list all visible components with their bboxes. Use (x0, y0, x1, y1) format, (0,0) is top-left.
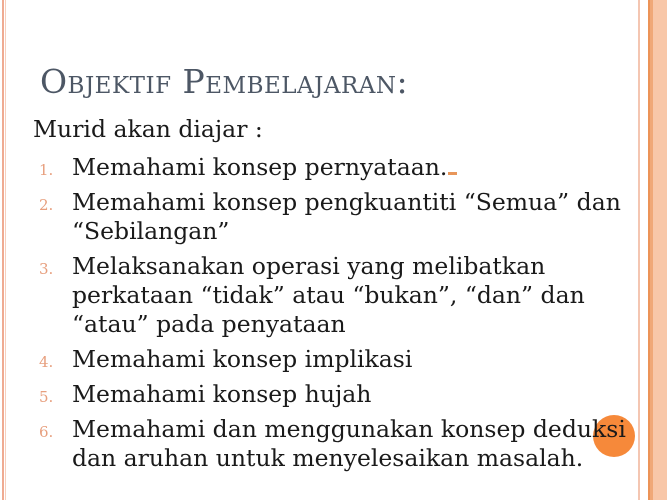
list-item-text (72, 252, 618, 339)
hyperlink-underscore[interactable] (448, 172, 457, 175)
list-number: 4. (39, 353, 54, 371)
list-item-text (72, 345, 618, 374)
list-item (33, 415, 626, 473)
list-item (33, 153, 618, 182)
list-number: 3. (39, 260, 54, 278)
list-item (33, 188, 621, 246)
text-line: Memahami konsep pengkuantiti “Semua” dan (72, 188, 621, 216)
list-number: 1. (39, 161, 54, 179)
text-line (72, 153, 618, 182)
list-item-text (72, 188, 621, 246)
left-edge-rule-outer (2, 0, 4, 500)
left-edge-rule-inner (5, 0, 6, 500)
text-line: “atau” pada penyataan (72, 310, 346, 338)
text-line: perkataan “tidak” atau “bukan”, “dan” dan (72, 281, 585, 309)
list-item-text (72, 380, 618, 409)
list-item (33, 380, 618, 409)
right-edge-band (648, 0, 667, 500)
list-number: 6. (39, 423, 54, 441)
list-item-text (72, 415, 626, 473)
list-number: 5. (39, 388, 54, 406)
slide-body (33, 114, 626, 479)
text-line-content: Memahami konsep pernyataan. (72, 153, 448, 181)
text-line: Memahami dan menggunakan konsep deduksi (72, 415, 626, 443)
text-line: Memahami konsep implikasi (72, 345, 413, 373)
list-item (33, 345, 618, 374)
text-line: Memahami konsep hujah (72, 380, 372, 408)
list-number: 2. (39, 196, 54, 214)
text-line: dan aruhan untuk menyelesaikan masalah. (72, 444, 584, 472)
right-edge-rule-thin (638, 0, 640, 500)
intro-text: Murid akan diajar : (33, 115, 263, 143)
list-item (33, 252, 618, 339)
text-line: Melaksanakan operasi yang melibatkan (72, 252, 546, 280)
text-line: “Sebilangan” (72, 217, 230, 245)
list-item-text (72, 153, 618, 182)
slide-title: Objektif Pembelajaran: (40, 62, 409, 101)
